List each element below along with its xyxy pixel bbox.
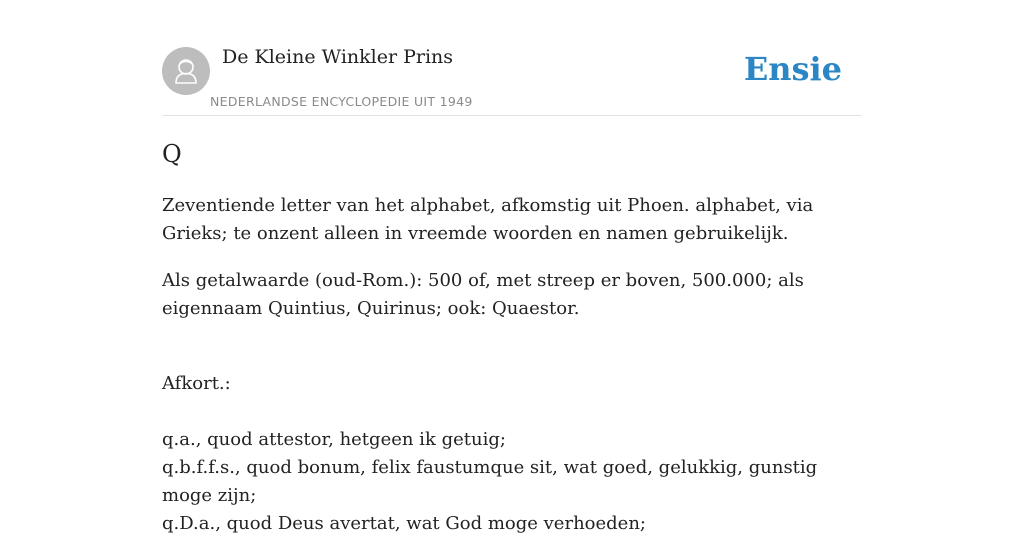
- source-subtitle: NEDERLANDSE ENCYCLOPEDIE UIT 1949: [210, 94, 473, 109]
- entry-body: [162, 192, 862, 538]
- source-title[interactable]: De Kleine Winkler Prins: [222, 46, 454, 68]
- brand-logo-link[interactable]: Ensie: [743, 50, 842, 88]
- spacer: [162, 342, 862, 370]
- spacer: [162, 398, 862, 426]
- entry-paragraph: Als getalwaarde (oud-Rom.): 500 of, met streep er boven, 500.000; als eigennaam Quintius, Quirinus; ook: Quaestor.: [162, 270, 804, 319]
- page: [162, 0, 862, 534]
- abbreviations-block: [162, 342, 862, 538]
- abbreviation-item: q.D.a., quod Deus avertat, wat God moge verhoeden;: [162, 513, 646, 534]
- abbreviations-heading: Afkort.:: [162, 373, 231, 394]
- abbreviation-item: q.a., quod attestor, hetgeen ik getuig;: [162, 429, 506, 450]
- entry-paragraph: Zeventiende letter van het alphabet, afkomstig uit Phoen. alphabet, via Grieks; te onzent alleen in vreemde woorden en namen gebruikelijk.: [162, 195, 814, 244]
- header-divider: [162, 115, 862, 116]
- abbreviation-item: q.b.f.f.s., quod bonum, felix faustumque sit, wat goed, gelukkig, gunstig moge zijn;: [162, 457, 818, 506]
- source-avatar[interactable]: [162, 47, 210, 95]
- user-silhouette-icon: [162, 47, 210, 95]
- entry-title: Q: [162, 140, 182, 168]
